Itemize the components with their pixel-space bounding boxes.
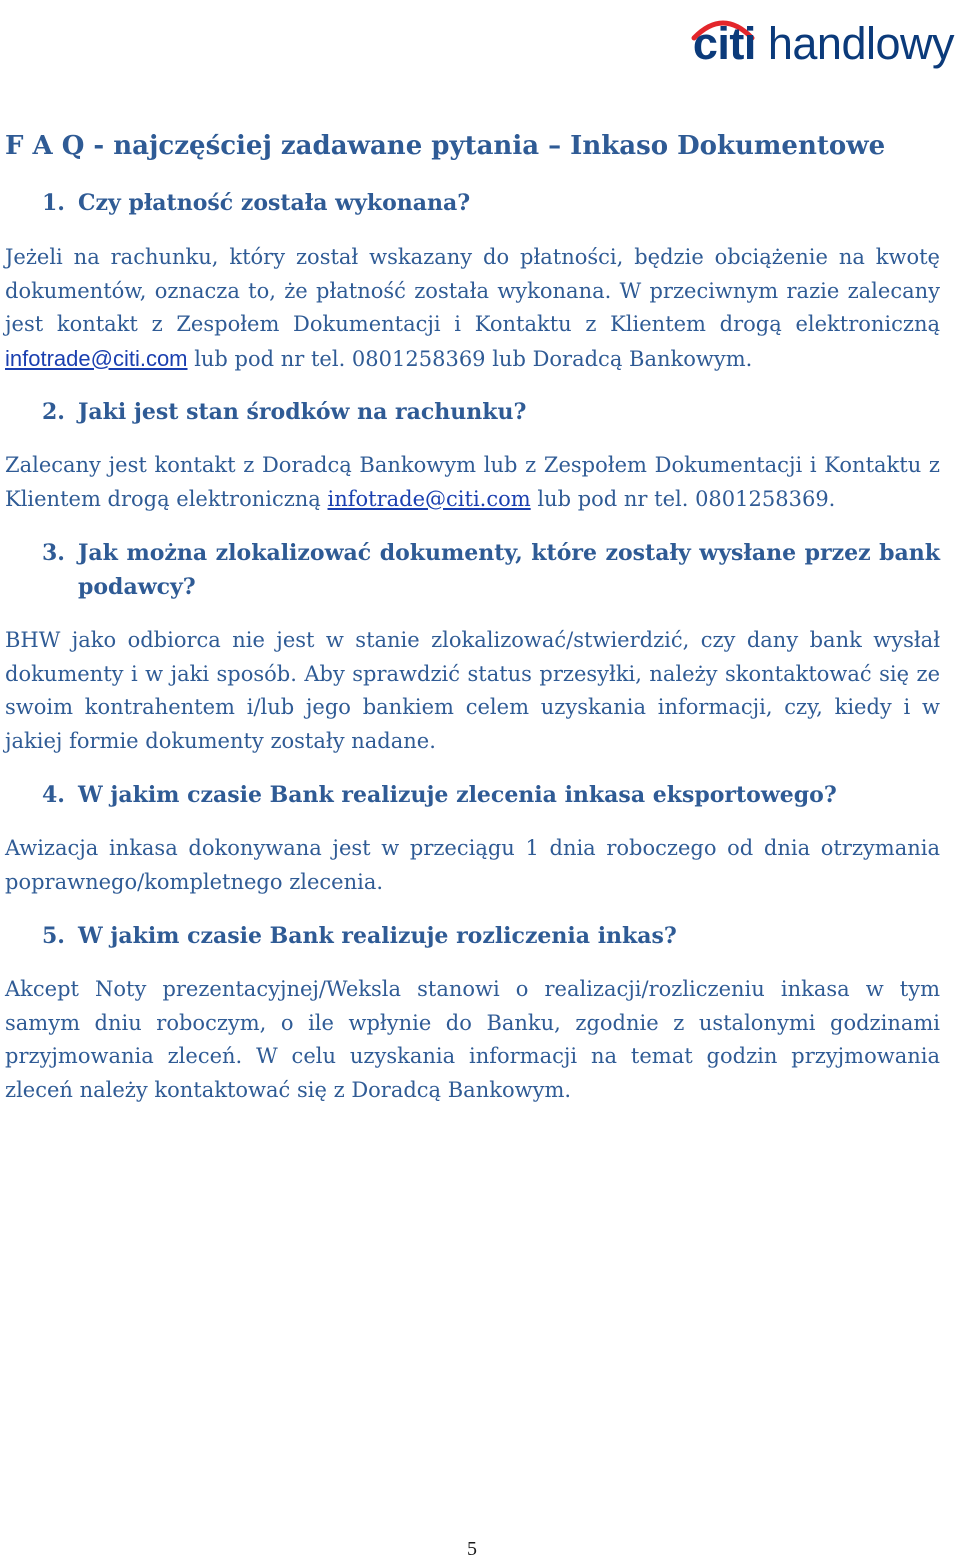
question-number: 4. (42, 782, 65, 808)
question-text: W jakim czasie Bank realizuje zlecenia inkasa eksportowego? (78, 782, 837, 808)
logo-suffix: handlowy (767, 18, 954, 69)
question-number: 2. (42, 399, 65, 425)
faq-answer-3: BHW jako odbiorca nie jest w stanie zlokalizować/stwierdzić, czy dany bank wysłał dokumenty i w jaki sposób. Aby sprawdzić status przesyłki, należy skontaktować się ze swoim kontrahentem i/lub jego bankiem celem uzyskania informacji, czy, kiedy i w jakiej formie dokumenty zostały nadane. (5, 628, 940, 753)
question-number: 3. (42, 540, 65, 566)
faq-answer-1 (5, 241, 940, 376)
page-number: 5 (467, 1538, 477, 1560)
faq-answer-5: Akcept Noty prezentacyjnej/Weksla stanowi o realizacji/rozliczeniu inkasa w tym samym dniu roboczym, o ile wpłynie do Banku, zgodnie z ustalonymi godzinami przyjmowania zleceń. W celu uzyskania informacji na temat godzin przyjmowania zleceń należy kontaktować się z Doradcą Bankowym. (5, 977, 940, 1102)
faq-answer-4: Awizacja inkasa dokonywana jest w przeciągu 1 dnia roboczego od dnia otrzymania poprawnego/kompletnego zlecenia. (5, 836, 940, 894)
question-text: Czy płatność została wykonana? (78, 190, 471, 216)
faq-question-4 (42, 778, 940, 812)
question-text: Jaki jest stan środków na rachunku? (78, 399, 527, 425)
question-text: Jak można zlokalizować dokumenty, które zostały wysłane przez bank podawcy? (78, 540, 940, 600)
faq-question-2 (42, 395, 940, 429)
email-link[interactable]: infotrade@citi.com (327, 486, 531, 511)
email-link[interactable]: infotrade@citi.com (5, 345, 188, 371)
faq-question-1 (42, 186, 940, 220)
answer-text-part-2: lub pod nr tel. 0801258369 lub Doradcą Bankowym. (187, 346, 753, 371)
answer-text-part-1: Zalecany jest kontakt z Doradcą Bankowym lub z Zespołem Dokumentacji i Kontaktu z Klientem drogą elektroniczną (5, 453, 940, 511)
citi-handlowy-logo (686, 8, 954, 68)
page-title: F A Q - najczęściej zadawane pytania – Inkaso Dokumentowe (5, 131, 886, 161)
question-number: 1. (42, 190, 65, 216)
faq-question-3 (42, 536, 940, 604)
question-text: W jakim czasie Bank realizuje rozliczenia inkas? (78, 923, 677, 949)
question-number: 5. (42, 923, 65, 949)
faq-answer-2 (5, 449, 940, 516)
logo-wordmark (693, 20, 954, 68)
answer-text-part-1: Jeżeli na rachunku, który został wskazany do płatności, będzie obciążenie na kwotę dokumentów, oznacza to, że płatność została wykonana. W przeciwnym razie zalecany jest kontakt z Zespołem Dokumentacji i Kontaktu z Klientem drogą elektroniczną (5, 245, 940, 336)
faq-question-5 (42, 919, 940, 953)
answer-text-part-2: lub pod nr tel. 0801258369. (530, 486, 836, 511)
logo-brand: citi (692, 18, 756, 69)
